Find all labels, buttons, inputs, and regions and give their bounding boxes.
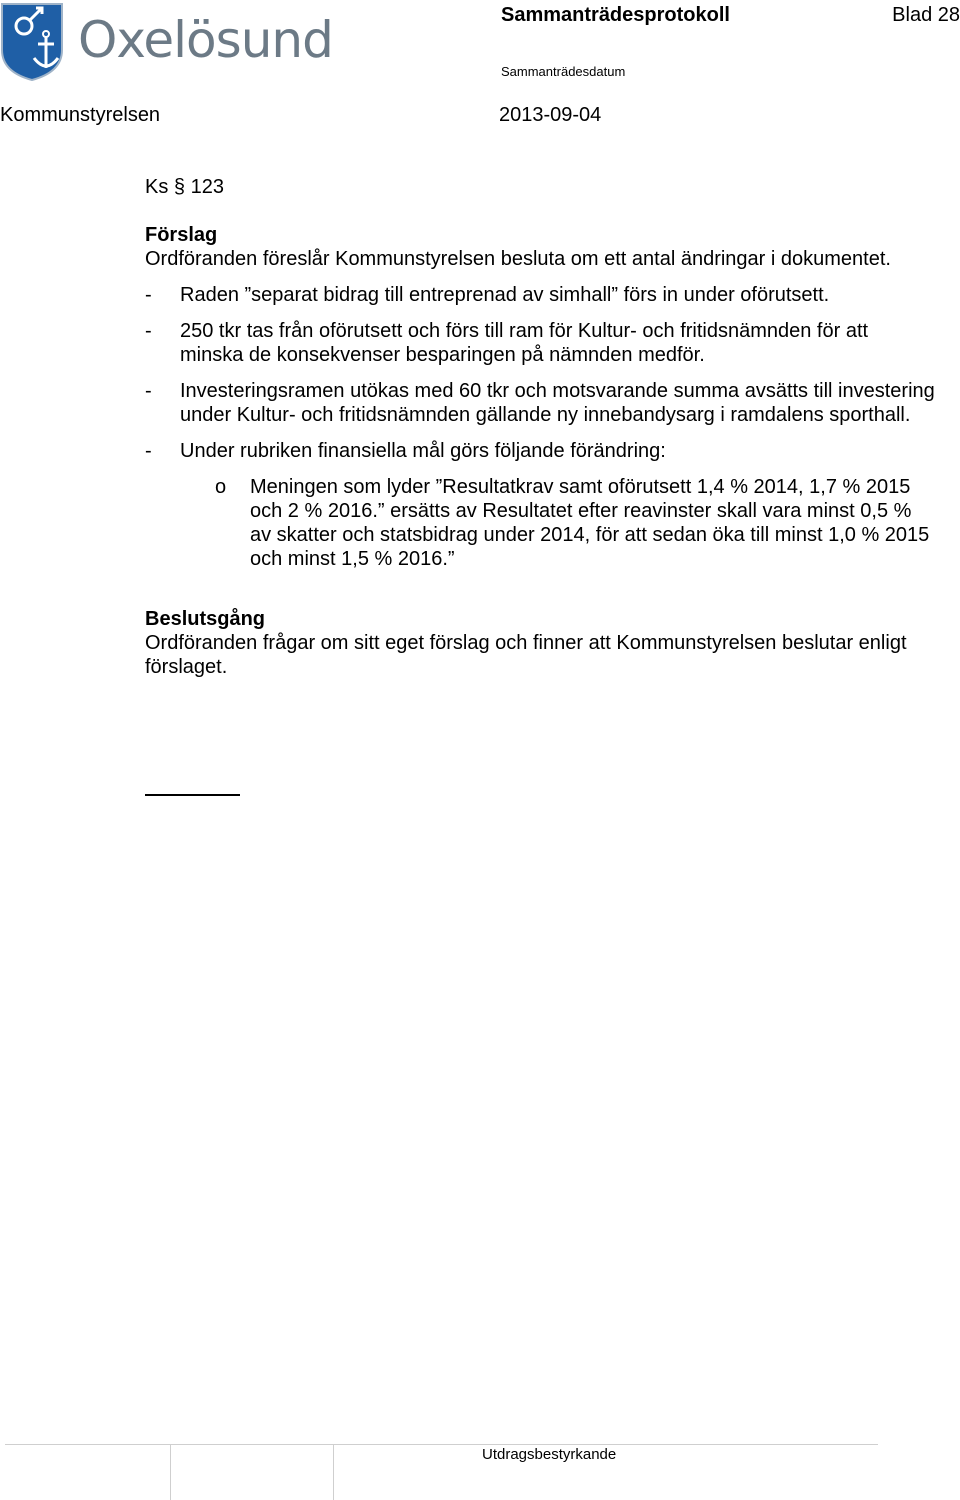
dash-marker: - bbox=[145, 440, 152, 462]
meeting-date: 2013-09-04 bbox=[499, 104, 602, 126]
sub-list bbox=[180, 475, 935, 571]
list-item bbox=[145, 439, 935, 571]
sub-list-item-text: Meningen som lyder ”Resultatkrav samt oförutsett 1,4 % 2014, 1,7 % 2015 och 2 % 2016.” ersätts av Resultatet efter reavinster skall vara minst 0,5 % av skatter och statsbidrag under 2014, för att sedan öka till minst 1,0 % 2015 och minst 1,5 % 2016.” bbox=[250, 476, 930, 570]
footer-cell-divider bbox=[333, 1444, 334, 1500]
minutes-body bbox=[145, 175, 935, 679]
list-item bbox=[145, 379, 935, 427]
sheet-number: Blad 28 bbox=[892, 4, 960, 26]
decision-text: Ordföranden frågar om sitt eget förslag och finner att Kommunstyrelsen beslutar enligt förslaget. bbox=[145, 632, 907, 678]
list-item-text: Under rubriken finansiella mål görs följande förändring: bbox=[180, 440, 666, 462]
list-item-text: Investeringsramen utökas med 60 tkr och motsvarande summa avsätts till investering under Kultur- och fritidsnämnden gällande ny innebandysarg i ramdalens sporthall. bbox=[180, 380, 935, 426]
decision-heading: Beslutsgång bbox=[145, 608, 266, 630]
footer-rule bbox=[5, 1444, 878, 1445]
list-item-text: 250 tkr tas från oförutsett och förs till ram för Kultur- och fritidsnämnden för att minska de konsekvenser besparingen på nämnden medför. bbox=[180, 320, 869, 366]
case-number: Ks § 123 bbox=[145, 176, 224, 198]
proposal-intro: Ordföranden föreslår Kommunstyrelsen besluta om ett antal ändringar i dokumentet. bbox=[145, 248, 891, 270]
meeting-date-label: Sammanträdesdatum bbox=[501, 64, 626, 79]
dash-marker: - bbox=[145, 284, 152, 306]
document-title: Sammanträdesprotokoll bbox=[501, 4, 730, 26]
list-item-text: Raden ”separat bidrag till entreprenad av simhall” förs in under oförutsett. bbox=[180, 284, 830, 306]
municipality-wordmark: Oxelösund bbox=[78, 11, 333, 69]
oxelosund-logo bbox=[0, 2, 340, 82]
footer-certification-label: Utdragsbestyrkande bbox=[482, 1446, 617, 1463]
dash-marker: - bbox=[145, 320, 152, 342]
list-item bbox=[145, 283, 935, 307]
proposal-heading: Förslag bbox=[145, 224, 218, 246]
committee-name: Kommunstyrelsen bbox=[0, 104, 161, 126]
proposal-change-list bbox=[145, 283, 935, 571]
sub-list-item bbox=[180, 475, 935, 571]
dash-marker: - bbox=[145, 380, 152, 402]
coat-of-arms-icon bbox=[0, 2, 66, 82]
circle-marker: o bbox=[215, 476, 227, 498]
signature-rule bbox=[145, 794, 240, 796]
list-item bbox=[145, 319, 935, 367]
footer-cell-divider bbox=[170, 1444, 171, 1500]
decision-section bbox=[145, 607, 935, 679]
